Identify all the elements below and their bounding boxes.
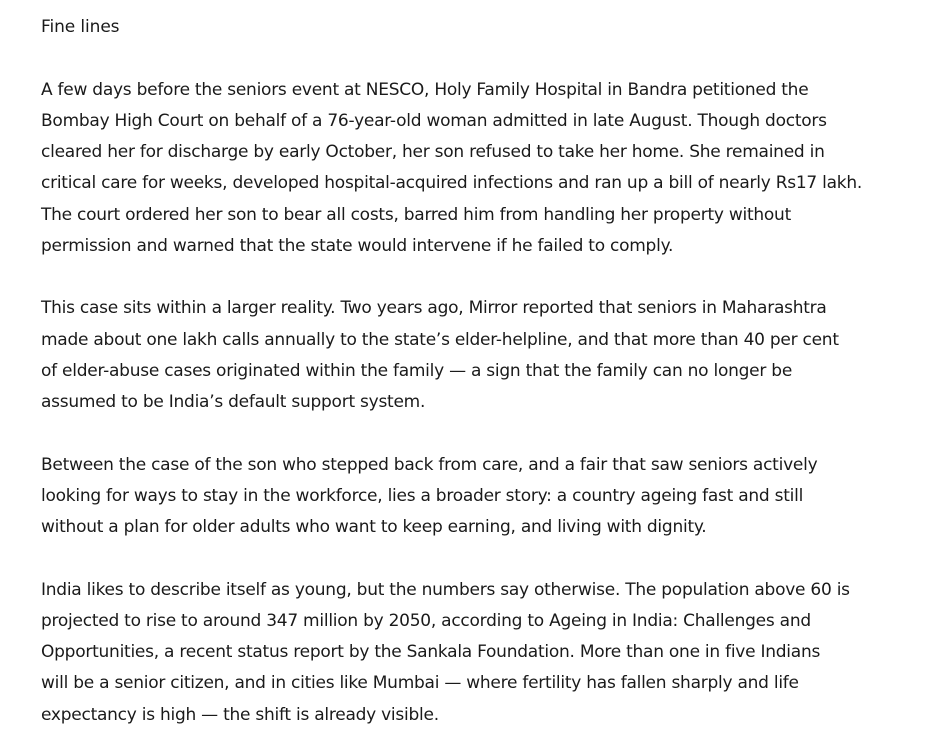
paragraph-line: critical care for weeks, developed hospital-acquired infections and ran up a bill of nearly Rs17 lakh.	[41, 173, 863, 194]
paragraph-line: Opportunities, a recent status report by the Sankala Foundation. More than one in five Indians	[41, 642, 821, 663]
paragraph-line: assumed to be India’s default support system.	[41, 392, 426, 413]
paragraph-line: India likes to describe itself as young, but the numbers say otherwise. The population above 60 is	[41, 579, 850, 600]
paragraph-line: projected to rise to around 347 million by 2050, according to Ageing in India: Challenges and	[41, 611, 811, 632]
paragraph-line: A few days before the seniors event at NESCO, Holy Family Hospital in Bandra petitioned the	[41, 79, 809, 100]
section-heading: Fine lines	[41, 17, 120, 37]
paragraph-line: without a plan for older adults who want to keep earning, and living with dignity.	[41, 517, 707, 538]
paragraph-1	[41, 75, 931, 262]
paragraph-line: Bombay High Court on behalf of a 76-year-old woman admitted in late August. Though doctors	[41, 110, 827, 131]
paragraph-line: made about one lakh calls annually to the state’s elder-helpline, and that more than 40 per cent	[41, 329, 839, 350]
paragraph-2	[41, 293, 931, 418]
paragraph-line: Between the case of the son who stepped back from care, and a fair that saw seniors actively	[41, 454, 818, 475]
article-body	[41, 12, 931, 731]
paragraph-3	[41, 450, 931, 544]
paragraph-line: of elder-abuse cases originated within the family — a sign that the family can no longer be	[41, 360, 793, 381]
paragraph-line: The court ordered her son to bear all costs, barred him from handling her property without	[41, 204, 791, 225]
paragraph-line: looking for ways to stay in the workforce, lies a broader story: a country ageing fast and still	[41, 485, 804, 506]
paragraph-line: expectancy is high — the shift is already visible.	[41, 704, 439, 725]
paragraph-4	[41, 575, 931, 731]
paragraph-line: cleared her for discharge by early October, her son refused to take her home. She remained in	[41, 142, 825, 163]
paragraph-line: permission and warned that the state would intervene if he failed to comply.	[41, 235, 674, 256]
paragraph-line: This case sits within a larger reality. Two years ago, Mirror reported that seniors in Maharashtra	[41, 298, 827, 319]
paragraph-line: will be a senior citizen, and in cities like Mumbai — where fertility has fallen sharply and life	[41, 673, 799, 694]
